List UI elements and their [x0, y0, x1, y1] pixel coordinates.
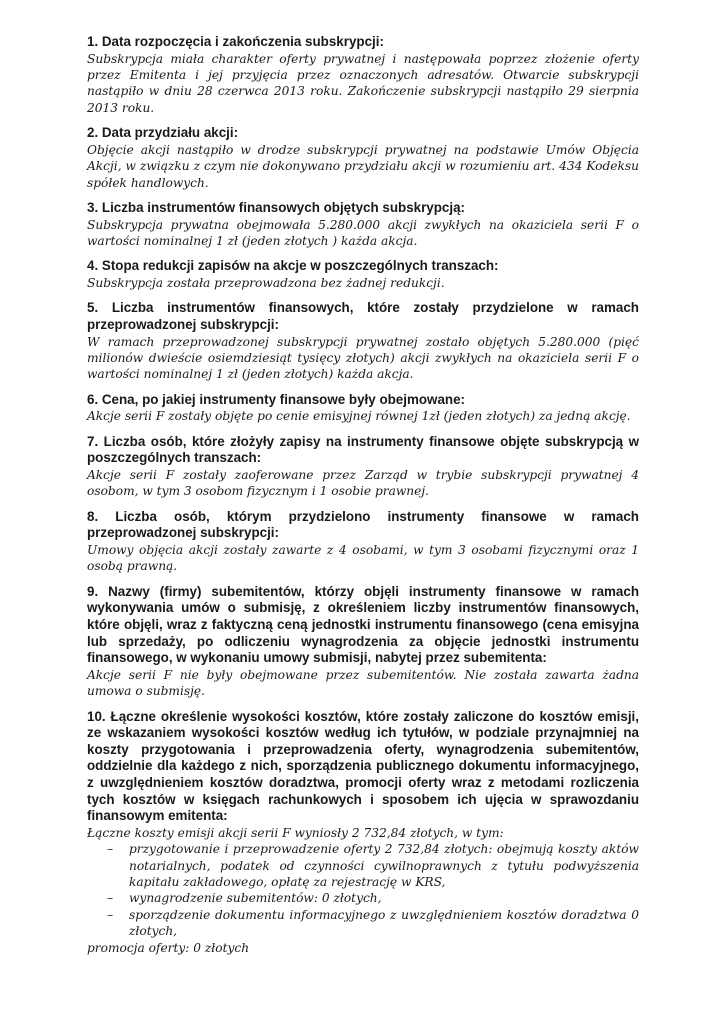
section-body: Subskrypcja prywatna obejmowała 5.280.000 akcji zwykłych na okaziciela serii F o wartości nominalnej 1 zł (jeden złotych ) każda akcja.	[87, 217, 639, 249]
dash-bullet: –	[107, 907, 114, 922]
dash-bullet: –	[107, 842, 114, 857]
section-3	[87, 200, 639, 249]
section-heading: 7. Liczba osób, które złożyły zapisy na instrumenty finansowe objęte subskrypcją w poszczególnych transzach:	[87, 433, 639, 466]
section-heading: 6. Cena, po jakiej instrumenty finansowe były obejmowane:	[87, 391, 466, 407]
section-5	[87, 300, 639, 382]
section-body: Umowy objęcia akcji zostały zawarte z 4 osobami, w tym 3 osobami fizycznymi oraz 1 osobą prawną.	[87, 543, 639, 574]
cost-item-text: sporządzenie dokumentu informacyjnego z uwzględnieniem kosztów doradztwa 0 złotych,	[129, 907, 639, 939]
section-9	[87, 584, 639, 700]
section-heading: 10. Łączne określenie wysokości kosztów, które zostały zaliczone do kosztów emisji, ze wskazaniem wysokości kosztów według ich tytułów, w podziale przynajmniej na koszty przygotowania i przeprowadzenia oferty, wynagrodzenia subemitentów, oddzielnie dla każdego z nich, sporządzenia publicznego dokumentu informacyjnego, z uwzględnieniem kosztów doradztwa, promocji oferty wraz z metodami rozliczenia tych kosztów w księgach rachunkowych i sposobem ich ujęcia w sprawozdaniu finansowym emitenta:	[87, 708, 639, 824]
cost-list	[87, 841, 639, 939]
section-body: Subskrypcja została przeprowadzona bez żadnej redukcji.	[87, 276, 445, 291]
section-body: Subskrypcja miała charakter oferty prywatnej i następowała poprzez złożenie oferty przez Emitenta i jej przyjęcia przez oznaczonych adresatów. Otwarcie subskrypcji nastąpiło w dniu 28 czerwca 2013 roku. Zakończenie subskrypcji nastąpiło 29 sierpnia 2013 roku.	[87, 51, 639, 115]
cost-promotion: promocja oferty: 0 złotych	[87, 940, 250, 955]
section-6	[87, 392, 639, 425]
document-page	[87, 34, 639, 965]
section-heading: 9. Nazwy (firmy) subemitentów, którzy objęli instrumenty finansowe w ramach wykonywania umów o submisję, z określeniem liczby instrumentów finansowych, które objęli, wraz z faktyczną ceną jednostki instrumentu finansowego (cena emisyjna lub sprzedaży, po odliczeniu wynagrodzenia za objęcie jednostki instrumentu finansowego, w wykonaniu umowy submisji, nabytej przez subemitenta:	[87, 583, 639, 666]
dash-bullet: –	[107, 891, 114, 906]
cost-item	[87, 841, 639, 890]
section-heading: 1. Data rozpoczęcia i zakończenia subskrypcji:	[87, 34, 384, 49]
section-body: Akcje serii F zostały zaoferowane przez Zarząd w trybie subskrypcji prywatnej 4 osobom, w tym 3 osobom fizycznym i 1 osobie prawnej.	[87, 468, 639, 499]
section-heading: 5. Liczba instrumentów finansowych, które zostały przydzielone w ramach przeprowadzonej subskrypcji:	[87, 300, 639, 333]
section-7	[87, 434, 639, 500]
section-body: Akcje serii F zostały objęte po cenie emisyjnej równej 1zł (jeden złotych) za jedną akcję.	[87, 409, 631, 424]
cost-intro: Łączne koszty emisji akcji serii F wyniosły 2 732,84 złotych, w tym:	[87, 825, 504, 840]
cost-item-text: wynagrodzenie subemitentów: 0 złotych,	[129, 891, 382, 906]
section-heading: 3. Liczba instrumentów finansowych objętych subskrypcją:	[87, 200, 465, 216]
section-10	[87, 709, 639, 956]
section-body: Objęcie akcji nastąpiło w drodze subskrypcji prywatnej na podstawie Umów Objęcia Akcji, w związku z czym nie dokonywano przydziału akcji w rozumieniu art. 434 Kodeksu spółek handlowych.	[87, 142, 639, 190]
section-2	[87, 125, 639, 191]
cost-item-text: przygotowanie i przeprowadzenie oferty 2 732,84 złotych: obejmują koszty aktów notarialnych, podatek od czynności cywilnoprawnych z tytułu podwyższenia kapitału zakładowego, opłatę za rejestrację w KRS,	[129, 842, 639, 889]
cost-item	[87, 890, 639, 906]
section-heading: 4. Stopa redukcji zapisów na akcje w poszczególnych transzach:	[87, 258, 499, 274]
section-body: W ramach przeprowadzonej subskrypcji prywatnej zostało objętych 5.280.000 (pięć milionów dwieście osiemdziesiąt tysięcy złotych) akcji zwykłych na okaziciela serii F o wartości nominalnej 1 zł (jeden złotych) każda akcja.	[87, 334, 639, 382]
cost-item	[87, 907, 639, 940]
section-1	[87, 34, 639, 116]
section-8	[87, 509, 639, 575]
section-body: Akcje serii F nie były obejmowane przez subemitentów. Nie została zawarta żadna umowa o submisję.	[87, 667, 639, 699]
section-4	[87, 258, 639, 291]
section-heading: 2. Data przydziału akcji:	[87, 125, 239, 141]
section-heading: 8. Liczba osób, którym przydzielono instrumenty finansowe w ramach przeprowadzonej subskrypcji:	[87, 508, 639, 541]
